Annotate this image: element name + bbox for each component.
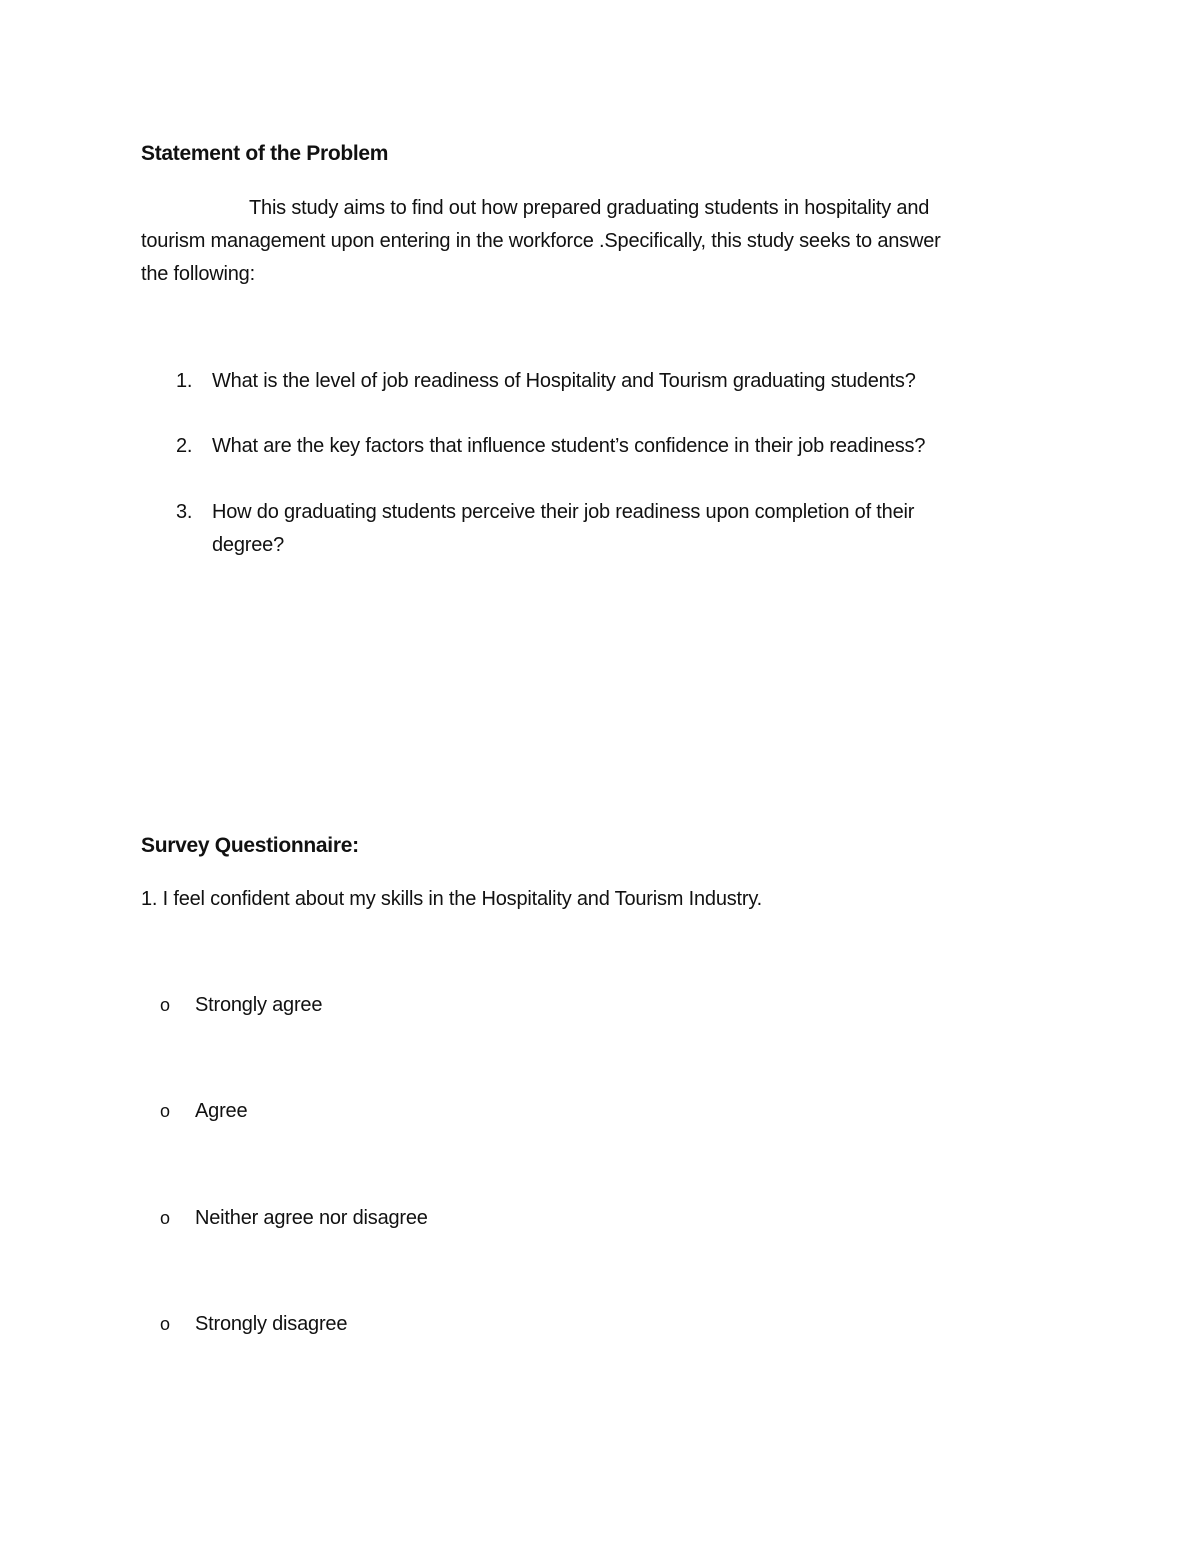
option-label: Strongly agree [195, 994, 323, 1016]
intro-paragraph [141, 192, 1041, 291]
survey-option[interactable] [0, 1095, 600, 1128]
question-number: 1. [176, 370, 193, 392]
survey-heading: Survey Questionnaire: [141, 834, 359, 857]
circle-bullet-icon: o [160, 1314, 171, 1334]
question-text [212, 430, 1032, 463]
survey-option[interactable] [0, 1202, 600, 1235]
survey-option[interactable] [0, 989, 600, 1022]
survey-question: 1. I feel confident about my skills in the Hospitality and Tourism Industry. [141, 888, 763, 910]
question-line: What are the key factors that influence student’s confidence in their job readiness? [212, 435, 926, 457]
question-line: degree? [212, 534, 284, 556]
circle-bullet-icon: o [160, 1101, 171, 1121]
question-line: What is the level of job readiness of Hospitality and Tourism graduating students? [212, 370, 916, 392]
option-label: Agree [195, 1100, 248, 1122]
question-number: 3. [176, 501, 193, 523]
question-number: 2. [176, 435, 193, 457]
option-label: Neither agree nor disagree [195, 1207, 428, 1229]
question-text [212, 365, 1032, 398]
intro-line: the following: [141, 263, 255, 285]
intro-line: tourism management upon entering in the workforce .Specifically, this study seeks to answer [141, 230, 941, 252]
survey-option[interactable] [0, 1308, 600, 1341]
statement-heading: Statement of the Problem [141, 142, 389, 165]
question-line: How do graduating students perceive their job readiness upon completion of their [212, 501, 915, 523]
question-text [212, 496, 1032, 562]
circle-bullet-icon: o [160, 995, 171, 1015]
intro-line: This study aims to find out how prepared graduating students in hospitality and [249, 197, 930, 219]
circle-bullet-icon: o [160, 1208, 171, 1228]
option-label: Strongly disagree [195, 1313, 348, 1335]
